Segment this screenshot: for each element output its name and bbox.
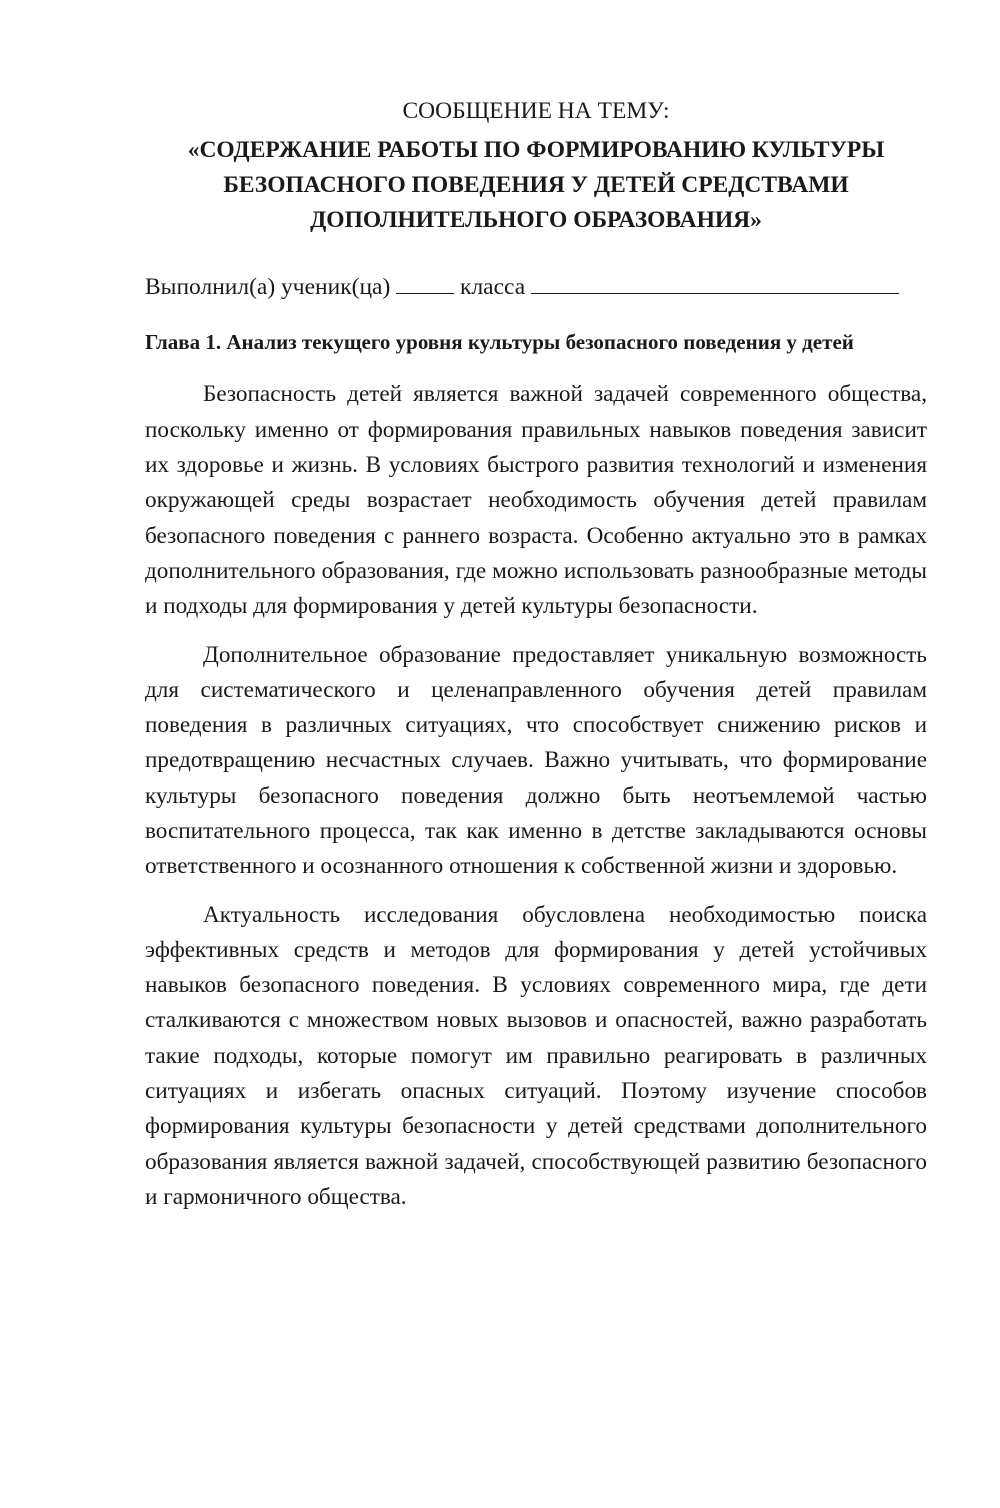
- class-label: класса: [460, 274, 526, 300]
- student-prefix: Выполнил(а) ученик(ца): [145, 274, 391, 300]
- paragraph: Актуальность исследования обусловлена необходимостью поиска эффективных средств и методов для формирования у детей устойчивых навыков безопасного поведения. В условиях современного мира, где дети сталкиваются с множеством новых вызовов и опасностей, важно разработать такие подходы, которые помогут им правильно реагировать в различных ситуациях и избегать опасных ситуаций. Поэтому изучение способов формирования культуры безопасности у детей средствами дополнительного образования является важной задачей, способствующей развитию безопасного и гармоничного общества.: [145, 901, 927, 1210]
- document-label: СООБЩЕНИЕ НА ТЕМУ:: [402, 98, 670, 124]
- class-number-blank: [396, 271, 454, 294]
- paragraph: Дополнительное образование предоставляет уникальную возможность для систематического и целенаправленного обучения детей правилам поведения в различных ситуациях, что способствует снижению рисков и предотвращению несчастных случаев. Важно учитывать, что формирование культуры безопасного поведения должно быть неотъемлемой частью воспитательного процесса, так как именно в детстве закладываются основы ответственного и осознанного отношения к собственной жизни и здоровью.: [145, 641, 927, 880]
- chapter-title: Глава 1. Анализ текущего уровня культуры безопасного поведения у детей: [145, 330, 854, 354]
- document-title: [125, 133, 947, 238]
- paragraph: Безопасность детей является важной задачей современного общества, поскольку именно от формирования правильных навыков поведения зависит их здоровье и жизнь. В условиях быстрого развития технологий и изменения окружающей среды возрастает необходимость обучения детей правилам безопасного поведения с раннего возраста. Особенно актуально это в рамках дополнительного образования, где можно использовать разнообразные методы и подходы для формирования у детей культуры безопасности.: [145, 381, 927, 620]
- title-line: БЕЗОПАСНОГО ПОВЕДЕНИЯ У ДЕТЕЙ СРЕДСТВАМИ: [223, 172, 849, 198]
- student-name-blank: [531, 271, 899, 294]
- document-page: [0, 94, 1000, 1508]
- title-line: «СОДЕРЖАНИЕ РАБОТЫ ПО ФОРМИРОВАНИЮ КУЛЬТУРЫ: [187, 137, 885, 163]
- title-line: ДОПОЛНИТЕЛЬНОГО ОБРАЗОВАНИЯ»: [310, 207, 762, 233]
- student-line: [145, 270, 927, 305]
